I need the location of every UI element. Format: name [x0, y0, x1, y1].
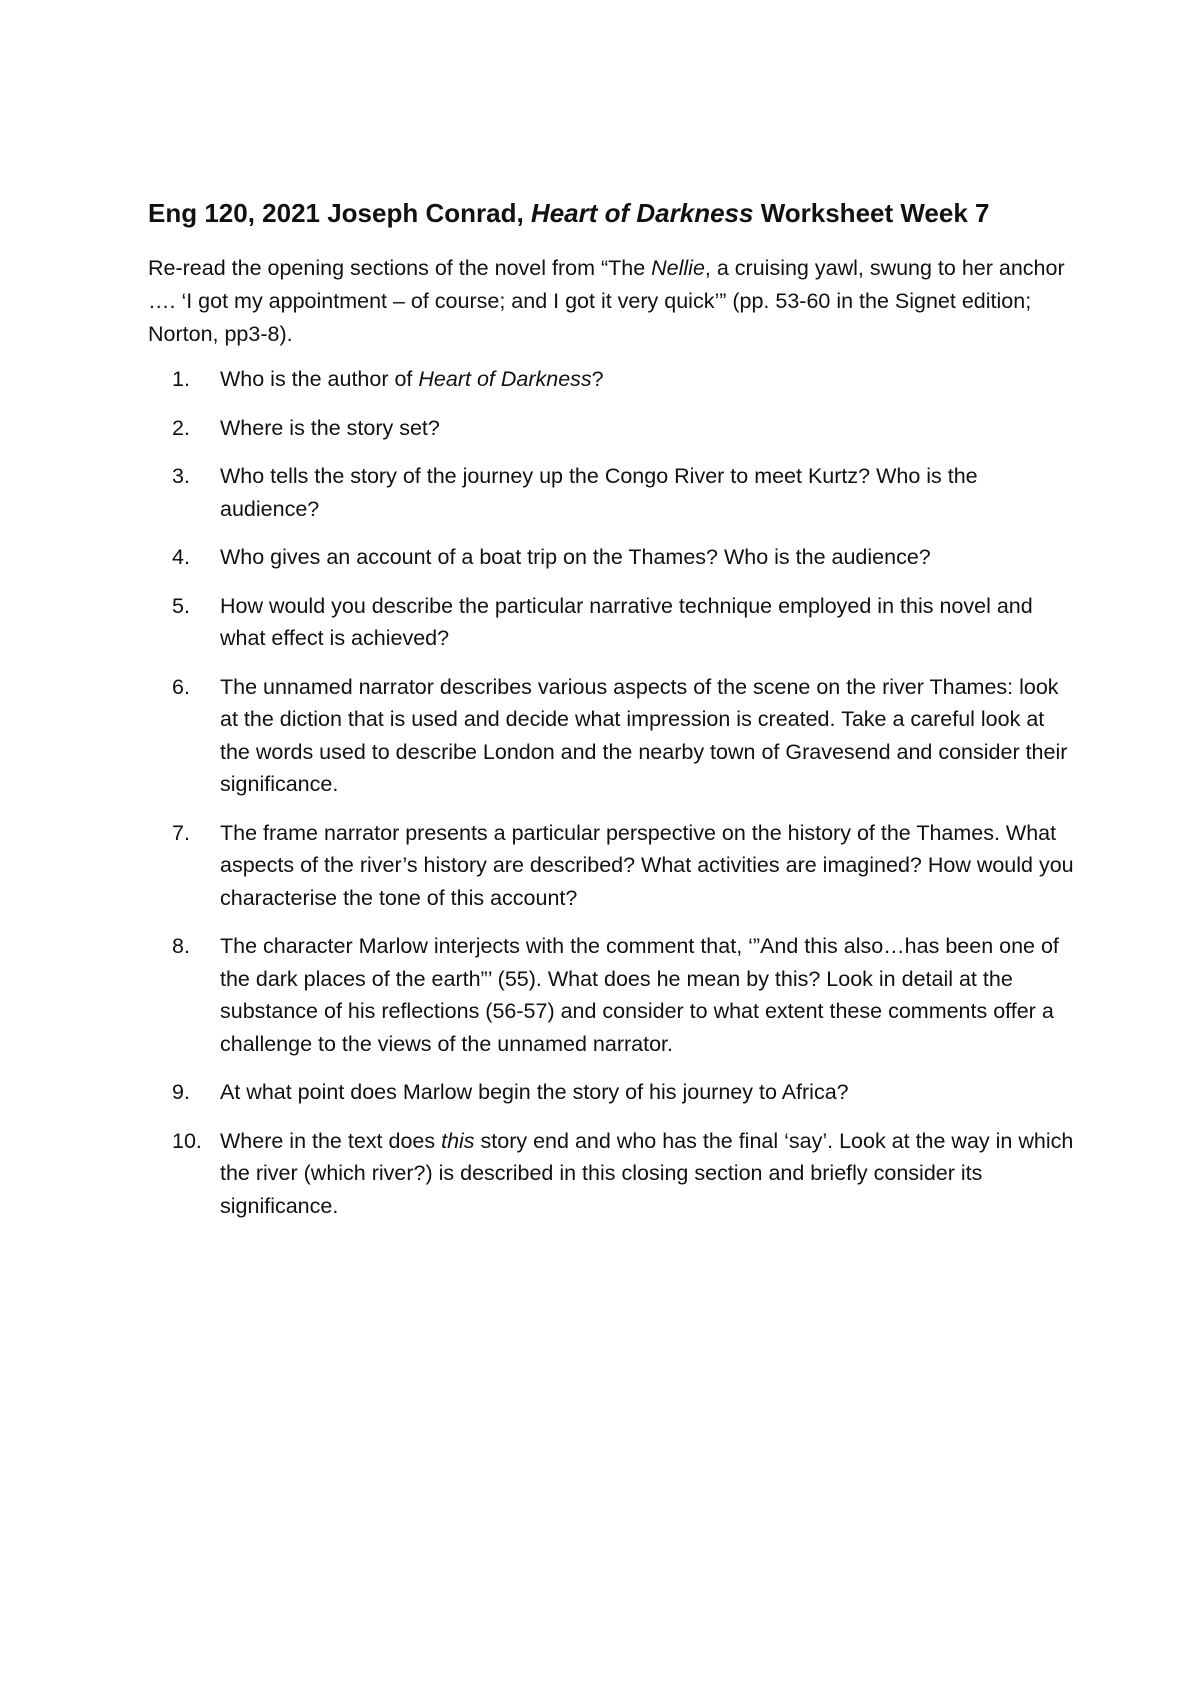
question-text: The unnamed narrator describes various aspects of the scene on the river Thames: look at the diction that is used and decide what impression is created. Take a careful look at the words used to describe London and the nearby town of Gravesend and consider their significance.: [220, 674, 1068, 796]
question-number: 4.: [172, 545, 190, 569]
question-text: The frame narrator presents a particular perspective on the history of the Thames. What aspects of the river’s history are described? What activities are imagined? How would you characterise the tone of this account?: [220, 820, 1074, 910]
question-text: Who gives an account of a boat trip on the Thames? Who is the audience?: [220, 545, 931, 569]
question-text: Where in the text does: [220, 1128, 442, 1153]
question-number: 8.: [172, 934, 190, 958]
page-title: [148, 196, 1108, 230]
question-item: [148, 412, 1078, 445]
question-italic: Heart of Darkness: [418, 367, 592, 391]
question-item: [148, 1125, 1078, 1223]
question-item: [148, 817, 1078, 915]
question-text: At what point does Marlow begin the story of his journey to Africa?: [220, 1080, 849, 1104]
intro-paragraph: [148, 252, 1078, 351]
question-item: [148, 1076, 1078, 1109]
question-text-post: story end and who has the final ‘say’. Look at the way in which the river (which river?) is described in this closing section and briefly consider its significance.: [220, 1128, 1074, 1218]
title-part1: Eng 120, 2021 Joseph Conrad,: [148, 198, 531, 228]
intro-italic: Nellie: [651, 256, 705, 280]
question-text: The character Marlow interjects with the comment that, ‘”And this also…has been one of the dark places of the earth”’ (55). What does he mean by this? Look in detail at the substance of his reflections (56-57) and consider to what extent these comments offer a challenge to the views of the unnamed narrator.: [220, 934, 1059, 1056]
question-italic: this: [441, 1128, 475, 1153]
question-number: 1.: [172, 367, 190, 391]
question-text-post: ?: [591, 367, 604, 391]
question-number: 3.: [172, 464, 190, 488]
question-item: [148, 590, 1078, 655]
question-text: How would you describe the particular narrative technique employed in this novel and what effect is achieved?: [220, 593, 1033, 650]
title-part2: Worksheet Week 7: [753, 198, 990, 228]
question-item: [148, 541, 1078, 574]
intro-part2: , a cruising yawl, swung to her anchor …. ‘I got my appointment – of course; and I got it very quick’” (pp. 53-60 in the Signet edition; Norton, pp3-8).: [148, 256, 1065, 346]
question-item: [148, 363, 1078, 396]
title-italic: Heart of Darkness: [530, 198, 754, 228]
question-number: 5.: [172, 593, 190, 618]
question-list: [148, 363, 1078, 1238]
question-number: 6.: [172, 674, 190, 699]
question-number: 7.: [172, 820, 190, 845]
question-number: 2.: [172, 415, 190, 440]
intro-part1: Re-read the opening sections of the novel from “The: [148, 256, 652, 280]
question-item: [148, 671, 1078, 801]
question-item: [148, 930, 1078, 1060]
question-item: [148, 460, 1078, 525]
question-text: Who tells the story of the journey up the Congo River to meet Kurtz? Who is the audience?: [220, 464, 978, 521]
question-text: Where is the story set?: [220, 415, 440, 440]
question-number: 10.: [172, 1128, 202, 1153]
question-number: 9.: [172, 1080, 190, 1104]
question-text: Who is the author of: [220, 367, 419, 391]
